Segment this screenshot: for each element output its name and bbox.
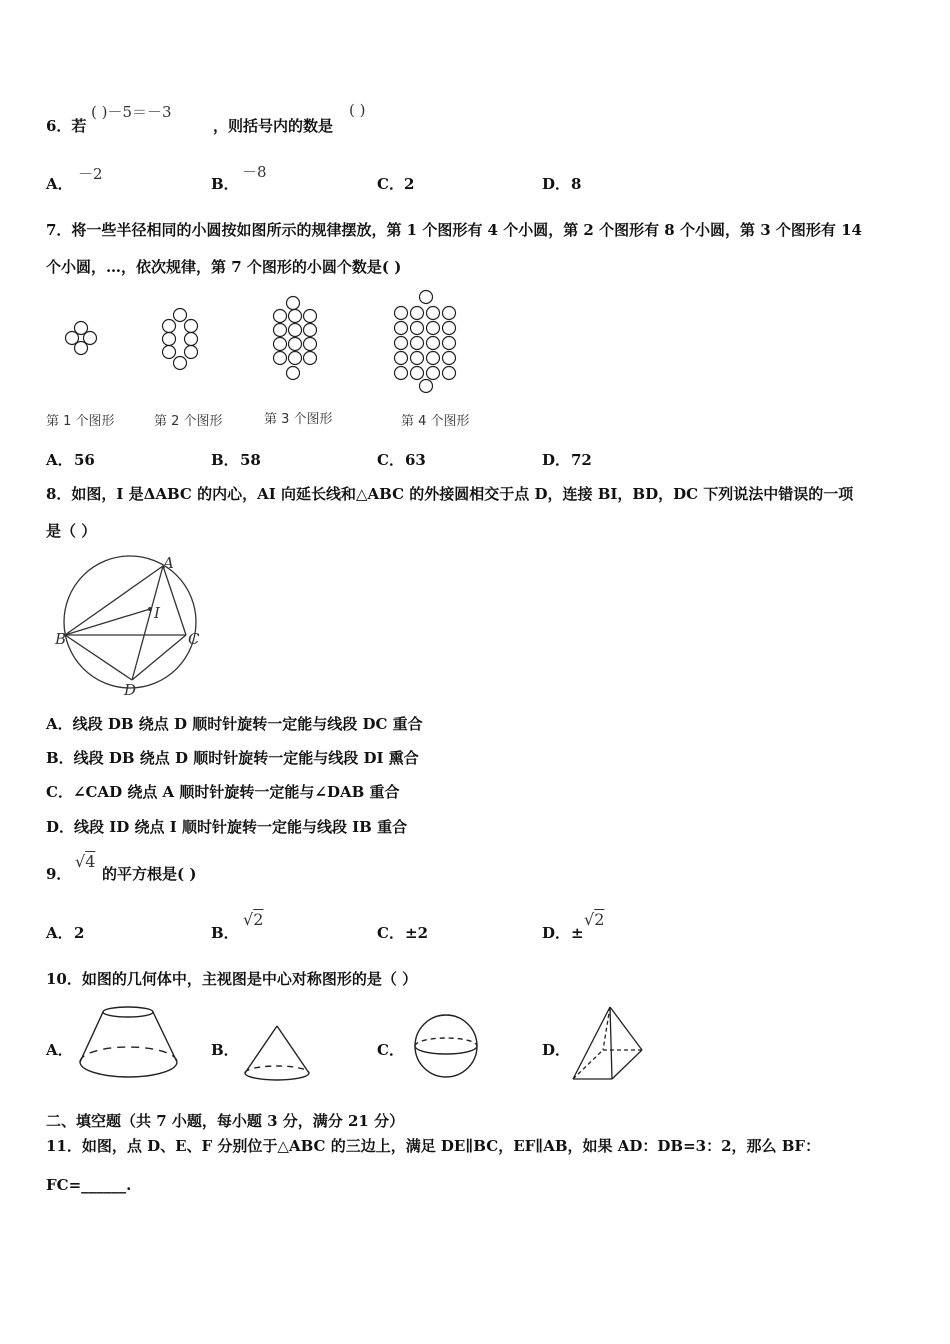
q9-option-d-sign: ± (571, 924, 584, 942)
q11-stem-line1: 11．如图，点 D、E、F 分别位于△ABC 的三边上，满足 DE∥BC，EF∥AB，如果 AD：DB=3：2，那么 BF： (46, 1137, 821, 1155)
q7-figure-label-3: 第 3 个图形 (264, 412, 333, 427)
q8-triangle-symbol: Δ (143, 485, 156, 503)
q8-option-b: B．线段 DB 绕点 D 顺时针旋转一定能与线段 DI 熏合 (46, 749, 419, 767)
q8-stem-line2: 是（ ） (46, 522, 97, 540)
q9-option-c-value: ±2 (405, 924, 429, 942)
q8-point-label-a: A (163, 554, 174, 572)
q7-option-d-value: 72 (571, 451, 592, 469)
q6-prefix: 6．若 (46, 117, 87, 135)
q7-figure-label-1: 第 1 个图形 (46, 414, 115, 429)
q9-option-a-value: 2 (74, 924, 85, 942)
q6-option-d-value: 8 (571, 175, 582, 193)
q9-option-b-letter: B． (211, 924, 239, 942)
q10-stem: 10．如图的几何体中，主视图是中心对称图形的是（ ） (46, 970, 418, 988)
q7-option-a-letter: A． (46, 451, 73, 469)
q9-option-b-sqrt: √2 (243, 910, 264, 929)
q8-option-d: D．线段 ID 绕点 I 顺时针旋转一定能与线段 IB 重合 (46, 818, 408, 836)
q7-figure-label-2: 第 2 个图形 (154, 414, 223, 429)
q7-option-d-letter: D． (542, 451, 571, 469)
q9-option-d-radicand: 2 (594, 910, 605, 929)
q9-option-c-letter: C． (377, 924, 404, 942)
q10-option-b-letter: B． (211, 1041, 239, 1059)
q7-stem-line2: 个小圆，…，依次规律，第 7 个图形的小圆个数是( ) (46, 258, 402, 276)
q9-prefix: 9． (46, 865, 72, 883)
q6-option-a-letter: A． (46, 175, 73, 193)
section-2-title: 二、填空题（共 7 小题，每小题 3 分，满分 21 分） (46, 1112, 405, 1130)
q6-option-a-value: －2 (78, 165, 103, 183)
q9-option-d-sqrt: √2 (584, 910, 605, 929)
q9-option-d-letter: D． (542, 924, 571, 942)
q7-figure-label-4: 第 4 个图形 (401, 414, 470, 429)
q8-option-c: C．∠CAD 绕点 A 顺时针旋转一定能与∠DAB 重合 (46, 783, 400, 801)
q6-bracket-expression: ( )－5＝－3 (91, 103, 172, 121)
q8-point-label-d: D (124, 681, 137, 699)
q6-option-b-value: －8 (242, 163, 267, 181)
q8-option-a: A．线段 DB 绕点 D 顺时针旋转一定能与线段 DC 重合 (46, 715, 423, 733)
q9-suffix: 的平方根是( ) (102, 865, 197, 883)
q7-option-c-value: 63 (405, 451, 426, 469)
q8-point-label-c: C (188, 630, 200, 648)
q7-option-b-value: 58 (240, 451, 261, 469)
q9-sqrt-expression: √4 (75, 852, 96, 871)
q6-option-b-letter: B． (211, 175, 239, 193)
q10-option-d-letter: D． (542, 1041, 571, 1059)
q8-point-label-b: B (55, 630, 67, 648)
q7-option-a-value: 56 (74, 451, 95, 469)
q9-option-b-radicand: 2 (253, 910, 264, 929)
q8-point-label-i: I (154, 604, 160, 622)
q10-option-c-letter: C． (377, 1041, 404, 1059)
q9-option-a-letter: A． (46, 924, 73, 942)
q6-option-d-letter: D． (542, 175, 571, 193)
q6-suffix: ，则括号内的数是 (213, 117, 334, 135)
q10-option-a-letter: A． (46, 1041, 73, 1059)
q8-stem-prefix: 8．如图，I 是 (46, 485, 144, 503)
q6-option-c-letter: C． (377, 175, 404, 193)
q11-stem-line2: FC=______. (46, 1176, 132, 1194)
q8-stem-rest: ABC 的内心，AI 向延长线和△ABC 的外接圆相交于点 D，连接 BI，BD，DC 下列说法中错误的一项 (155, 485, 854, 503)
q6-answer-bracket: ( ) (349, 101, 366, 119)
q9-radicand: 4 (85, 852, 96, 871)
q7-option-c-letter: C． (377, 451, 404, 469)
q6-option-c-value: 2 (404, 175, 415, 193)
q7-option-b-letter: B． (211, 451, 239, 469)
q7-stem-line1: 7．将一些半径相同的小圆按如图所示的规律摆放，第 1 个图形有 4 个小圆，第 2 个图形有 8 个小圆，第 3 个图形有 14 (46, 221, 862, 239)
